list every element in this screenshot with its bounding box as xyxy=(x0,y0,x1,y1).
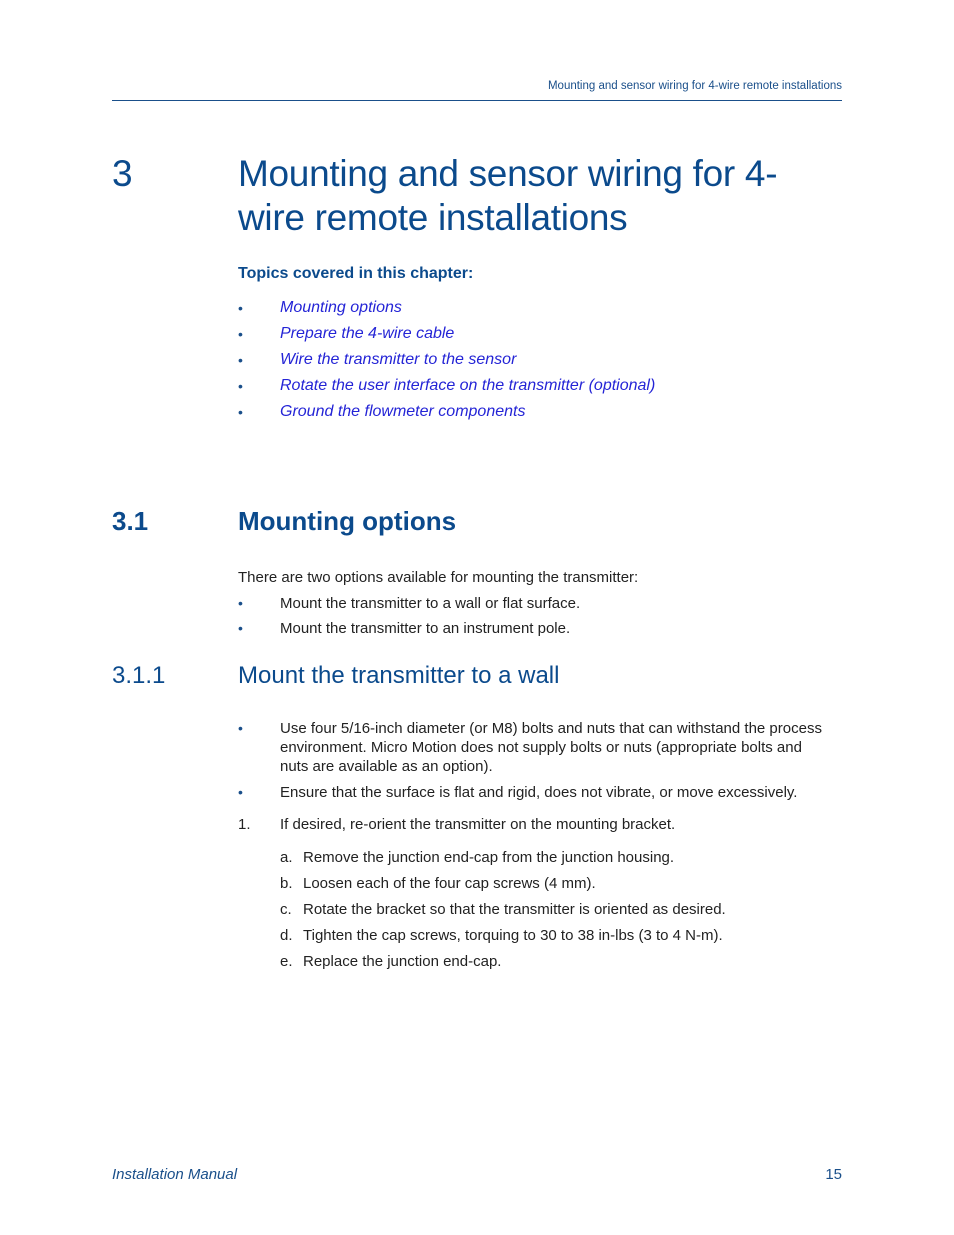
bullet-icon: • xyxy=(238,326,243,342)
topics-heading: Topics covered in this chapter: xyxy=(238,265,474,282)
topic-link-ground-components[interactable]: Ground the flowmeter components xyxy=(280,403,526,420)
topic-link-prepare-cable[interactable]: Prepare the 4-wire cable xyxy=(280,325,455,342)
substep-list xyxy=(280,848,840,971)
substep-item xyxy=(280,900,840,919)
header-rule xyxy=(112,100,842,101)
topic-link-wire-transmitter[interactable]: Wire the transmitter to the sensor xyxy=(280,351,517,368)
option-text: Mount the transmitter to a wall or flat surface. xyxy=(280,595,581,612)
prereq-text: Ensure that the surface is flat and rigid, does not vibrate, or move excessively. xyxy=(280,784,798,801)
substep-text: Rotate the bracket so that the transmitter is oriented as desired. xyxy=(303,901,726,918)
topic-link-rotate-interface[interactable]: Rotate the user interface on the transmitter (optional) xyxy=(280,377,656,394)
bullet-icon: • xyxy=(238,378,243,394)
substep-text: Tighten the cap screws, torquing to 30 to 38 in-lbs (3 to 4 N-m). xyxy=(303,927,723,944)
substep-text: Loosen each of the four cap screws (4 mm). xyxy=(303,875,596,892)
list-item xyxy=(238,594,838,613)
topic-link-mounting-options[interactable]: Mounting options xyxy=(280,299,402,316)
section-title: Mounting options xyxy=(238,506,457,536)
mounting-options-list xyxy=(238,594,838,638)
list-item xyxy=(238,783,830,802)
bullet-icon: • xyxy=(238,300,243,316)
section-intro: There are two options available for mounting the transmitter: xyxy=(238,569,639,586)
substep-item xyxy=(280,874,840,893)
prereq-text: Use four 5/16-inch diameter (or M8) bolts and nuts that can withstand the process environment. Micro Motion does not supply bolts or nuts (appropriate bolts and nuts are available as an option). xyxy=(280,720,822,775)
running-header: Mounting and sensor wiring for 4-wire remote installations xyxy=(547,80,842,92)
substep-marker: d. xyxy=(280,927,293,944)
bullet-icon: • xyxy=(238,404,243,420)
step-text: If desired, re-orient the transmitter on the mounting bracket. xyxy=(280,816,676,833)
bullet-icon: • xyxy=(238,595,243,611)
substep-item xyxy=(280,848,840,867)
substep-text: Remove the junction end-cap from the junction housing. xyxy=(303,849,675,866)
subsection-number: 3.1.1 xyxy=(112,662,166,689)
footer-page-number: 15 xyxy=(825,1166,842,1183)
substep-marker: a. xyxy=(280,849,293,866)
section-number: 3.1 xyxy=(112,506,149,536)
substep-text: Replace the junction end-cap. xyxy=(303,953,502,970)
substep-item xyxy=(280,926,840,945)
footer-manual-name: Installation Manual xyxy=(112,1166,238,1183)
substep-marker: b. xyxy=(280,875,293,892)
step-number: 1. xyxy=(238,816,251,833)
list-item xyxy=(238,719,830,776)
prerequisite-list xyxy=(238,719,830,802)
substep-item xyxy=(280,952,840,971)
chapter-title: Mounting and sensor wiring for 4-wire remote installations xyxy=(238,153,778,238)
bullet-icon: • xyxy=(238,620,243,636)
list-item xyxy=(238,619,838,638)
bullet-icon: • xyxy=(238,720,243,736)
subsection-title: Mount the transmitter to a wall xyxy=(238,662,560,689)
option-text: Mount the transmitter to an instrument pole. xyxy=(280,620,571,637)
chapter-number: 3 xyxy=(112,153,133,194)
step-1 xyxy=(238,815,838,834)
bullet-icon: • xyxy=(238,784,243,800)
bullet-icon: • xyxy=(238,352,243,368)
substep-marker: e. xyxy=(280,953,293,970)
substep-marker: c. xyxy=(280,901,292,918)
